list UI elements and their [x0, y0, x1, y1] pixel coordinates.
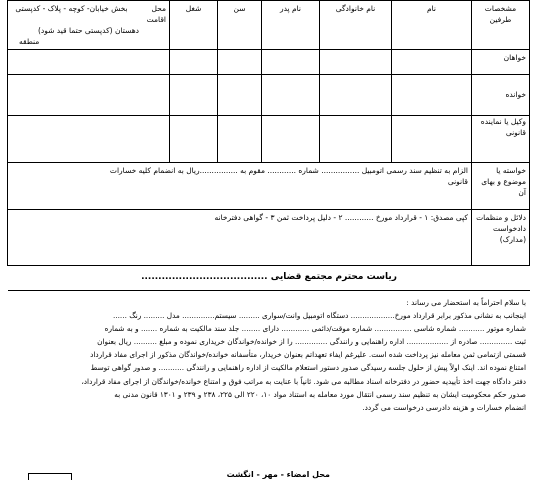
cell-plaintiff-name[interactable] [392, 50, 472, 75]
cell-evidence[interactable]: کپی مصدق: ۱ - قرارداد مورخ ............ ۲ - دلیل پرداخت ثمن ۳ - گواهی دفترخانه [8, 210, 472, 266]
cell-lawyer-address[interactable] [8, 116, 170, 163]
parties-table [7, 0, 530, 266]
cell-plaintiff-job[interactable] [170, 50, 218, 75]
header-father: نام پدر [262, 1, 320, 50]
stamp-box [28, 473, 72, 480]
header-name: نام [392, 1, 472, 50]
row-lawyer [8, 116, 530, 163]
header-row [8, 1, 530, 50]
body-line-2: اینجانب به نشانی مذکور برابر قرارداد مورخ................... دستگاه اتومبیل وانت/سواری ......... سیستم.............. مدل ......... رنگ ...... [112, 311, 526, 321]
label-defendant: خوانده [472, 75, 530, 116]
header-age: سن [218, 1, 262, 50]
cell-defendant-father[interactable] [262, 75, 320, 116]
cell-plaintiff-age[interactable] [218, 50, 262, 75]
cell-defendant-age[interactable] [218, 75, 262, 116]
cell-request[interactable] [8, 163, 472, 210]
header-address [8, 1, 170, 50]
row-request [8, 163, 530, 210]
body-line-9: انضمام خسارات و هزینه دادرسی درخواست می گردد. [362, 402, 526, 412]
label-lawyer: وکیل یا نماینده قانونی [472, 116, 530, 163]
header-job: شغل [170, 1, 218, 50]
petition-body [8, 291, 530, 414]
body-line-5: قسمتی ازتمامی ثمن معامله نیز پرداخت شده است. علیرغم ایفاء تعهداتم بعنوان خریدار، متأسفانه خوانده/خواندگان مذکور از اجرای مفاد قرارداد [90, 350, 526, 360]
cell-lawyer-family[interactable] [320, 116, 392, 163]
header-residence: محل اقامت [146, 4, 166, 24]
header-address-line1: بخش خیابان- کوچه - پلاک - کدپستی [15, 4, 128, 13]
footer-area [8, 470, 530, 480]
header-parties: مشخصات طرفین [472, 1, 530, 50]
body-line-7: دفتر دادگاه جهت اخذ تأییدیه حضور در دفترخانه اسناد مطالبه می شود. ثانیاً با عنایت به مراتب فوق و امتناع خوانده/خواندگان از اجرای مفاد قرارداد، [81, 376, 526, 386]
cell-lawyer-age[interactable] [218, 116, 262, 163]
header-address-line2: دهستان (کدپستی حتما قید شود) [37, 26, 140, 35]
row-defendant [8, 75, 530, 116]
label-request: خواسته یا موضوع و بهای آن [472, 163, 530, 210]
request-line2: قانونی [447, 177, 468, 186]
cell-plaintiff-family[interactable] [320, 50, 392, 75]
label-evidence: دلائل و منظمات دادخواست (مدارک) [472, 210, 530, 266]
petition-form [8, 0, 530, 480]
cell-lawyer-name[interactable] [392, 116, 472, 163]
section-title: ریاست محترم مجتمع قضایی ..................................... [141, 272, 397, 282]
row-plaintiff [8, 50, 530, 75]
row-evidence [8, 210, 530, 266]
header-family: نام خانوادگی [320, 1, 392, 50]
body-line-1: با سلام احتراماً به استحضار می رساند : [406, 298, 526, 307]
cell-plaintiff-address[interactable] [8, 50, 170, 75]
body-line-4: ثبت .............. صادره از .................. اداره راهنمایی و رانندگی .............. را از خوانده/خواندگان خریداری نموده و مبلغ .......... ریال بعنوان [97, 337, 526, 347]
header-address-line3: منطقه [19, 37, 40, 46]
request-line1: الزام به تنظیم سند رسمی اتومبیل ................ شماره ............ مقوم به ................ریال به انضمام کلیه خسارات [109, 166, 468, 175]
cell-lawyer-job[interactable] [170, 116, 218, 163]
cell-lawyer-father[interactable] [262, 116, 320, 163]
cell-defendant-job[interactable] [170, 75, 218, 116]
cell-plaintiff-father[interactable] [262, 50, 320, 75]
body-line-6: امتناع نموده اند. اینک اولاً پیش از حلول جلسه رسیدگی صدور دستور استعلام مالکیت از اداره راهنمایی و رانندگی ........... و صدور گواهی توسط [90, 363, 526, 373]
cell-defendant-address[interactable] [8, 75, 170, 116]
cell-defendant-family[interactable] [320, 75, 392, 116]
label-plaintiff: خواهان [472, 50, 530, 75]
cell-defendant-name[interactable] [392, 75, 472, 116]
body-line-8: صدور حکم محکومیت ایشان به تنظیم سند رسمی انتقال مورد معامله به استناد مواد ۱۰، ۲۲۰ الی ۲۲۵، ۲۳۸ و ۲۳۹ و ۱۳۰۱ قانون مدنی به [114, 389, 526, 399]
signature-label: محل امضاء - مهر - انگشت [226, 470, 330, 479]
body-line-3: شماره موتور ........... شماره شاسی ................ شماره موقت/دائمی ............ دارای ........ جلد سند مالکیت به شماره ....... و به شماره [104, 324, 526, 334]
